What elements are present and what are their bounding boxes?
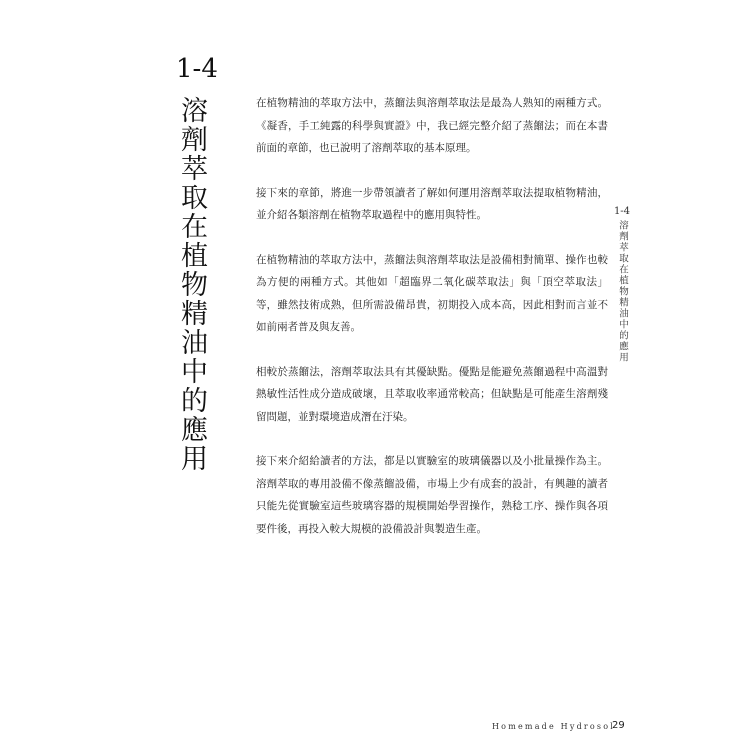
- paragraph-1: 在植物精油的萃取方法中，蒸餾法與溶劑萃取法是最為人熟知的兩種方式。《凝香，手工純露的科學與實證》中，我已經完整介紹了蒸餾法；而在本書前面的章節，也已說明了溶劑萃取的基本原理。: [256, 97, 608, 154]
- chapter-title: 溶劑萃取在植物精油中的應用: [176, 96, 207, 473]
- footer-book-title: Homemade Hydrosol: [492, 722, 616, 731]
- paragraph-5: 接下來介紹給讀者的方法，都是以實驗室的玻璃儀器以及小批量操作為主。溶劑萃取的專用設備不像蒸餾設備，市場上少有成套的設計，有興趣的讀者只能先從實驗室這些玻璃容器的規模開始學習操作，熟稔工序、操作與各項要件後，再投入較大規模的設備設計與製造生產。: [256, 455, 608, 535]
- page-number: 29: [612, 720, 625, 731]
- paragraph-3: 在植物精油的萃取方法中，蒸餾法與溶劑萃取法是設備相對簡單、操作也較為方便的兩種方式。其他如「超臨界二氧化碳萃取法」與「頂空萃取法」等，雖然技術成熟，但所需設備昂貴，初期投入成本高，因此相對而言並不如前兩者普及與友善。: [256, 253, 608, 333]
- paragraph-2: 接下來的章節，將進一步帶領讀者了解如何運用溶劑萃取法提取植物精油，並介紹各類溶劑在植物萃取過程中的應用與特性。: [256, 186, 608, 221]
- side-chapter-title: 溶劑萃取在植物精油中的應用: [617, 220, 628, 363]
- paragraph-4: 相較於蒸餾法，溶劑萃取法具有其優缺點。優點是能避免蒸餾過程中高溫對熱敏性活性成分造成破壞，且萃取收率通常較高；但缺點是可能產生溶劑殘留問題，並對環境造成潛在汙染。: [256, 365, 608, 423]
- side-chapter-tab: [612, 206, 632, 363]
- side-chapter-number: 1-4: [613, 206, 631, 217]
- body-text: [256, 92, 608, 562]
- chapter-number: 1-4: [176, 54, 218, 84]
